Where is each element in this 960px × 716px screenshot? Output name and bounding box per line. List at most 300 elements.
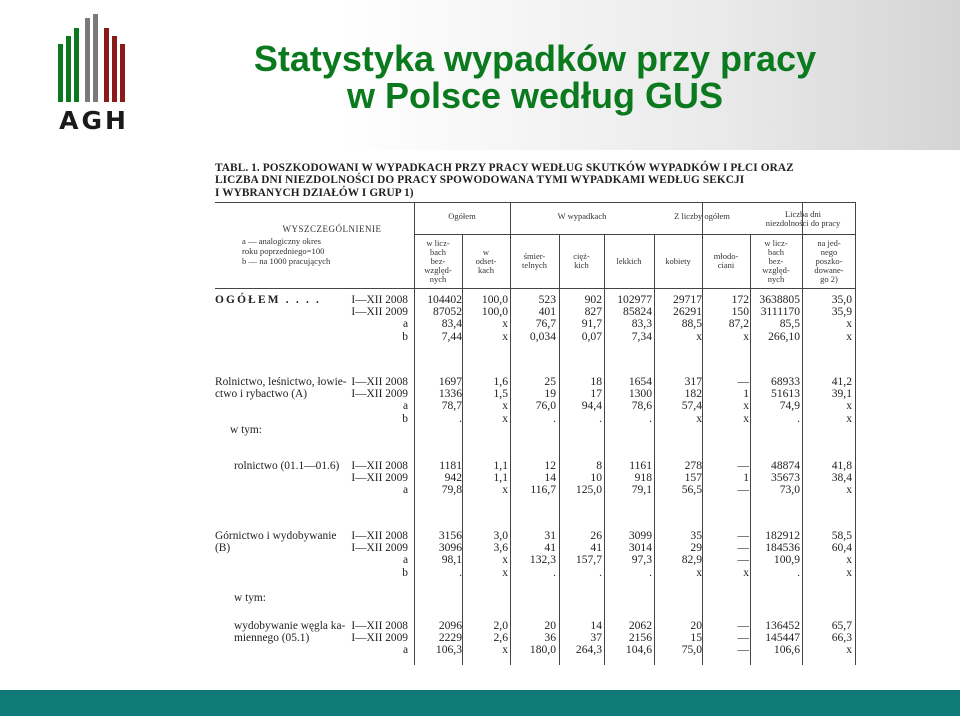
row-label-line: Górnictwo i wydobywanie — [215, 530, 337, 542]
table-cell: 68933 — [771, 375, 800, 388]
table-cell: 35673 — [771, 471, 800, 485]
table-cell: 3096 — [438, 541, 462, 555]
agh-logo-icon — [54, 14, 134, 106]
table-cell: 41 — [590, 541, 602, 555]
table-cell: x — [743, 329, 749, 343]
table-cell: 100,0 — [481, 305, 508, 319]
table-cell: 87052 — [433, 305, 462, 319]
value-column — [510, 620, 556, 657]
table-cell: x — [846, 399, 852, 413]
row-label — [234, 460, 339, 472]
table-cell: 25 — [544, 375, 556, 388]
table-cell: 10 — [590, 471, 602, 485]
period-labels — [342, 620, 408, 657]
period-label: I—XII 2009 — [351, 542, 408, 555]
table-cell: 104,6 — [625, 643, 652, 657]
column-subheader-line: bez- — [768, 255, 784, 266]
table-cell: 157 — [684, 471, 702, 485]
value-column — [462, 376, 508, 425]
table-cell: 66,3 — [831, 631, 852, 645]
value-column — [606, 620, 652, 657]
value-column — [656, 530, 702, 579]
table-cell: x — [502, 643, 508, 657]
column-subheader-line: nego — [820, 246, 838, 257]
table-cell: 35,9 — [831, 305, 852, 319]
table-cell: 82,9 — [681, 553, 702, 567]
table-cell: 1,1 — [493, 459, 508, 472]
table-cell: — — [737, 643, 749, 657]
value-column — [462, 460, 508, 497]
column-subheader-line: lekkich — [616, 255, 642, 266]
table-cell: . — [649, 565, 652, 579]
column-subheader-line: w licz- — [426, 237, 450, 248]
table-cell: 1,1 — [493, 471, 508, 485]
column-subheader-line: nych — [767, 273, 785, 284]
value-column — [416, 294, 462, 343]
table-cell: x — [743, 411, 749, 425]
table-cell: 85,5 — [779, 317, 800, 331]
value-column — [656, 376, 702, 425]
table-cell: 317 — [684, 375, 702, 388]
table-cell: 3,6 — [493, 541, 508, 555]
column-subheader-line: w licz- — [764, 237, 788, 248]
table-cell: 78,7 — [441, 399, 462, 413]
table-cell: . — [459, 565, 462, 579]
table-cell: 91,7 — [581, 317, 602, 331]
row-label — [234, 620, 345, 644]
table-cell: x — [846, 565, 852, 579]
table-cell: x — [743, 565, 749, 579]
table-cell: 116,7 — [530, 483, 556, 497]
column-subheader-line: go 2) — [820, 273, 838, 284]
table-cell: 106,3 — [435, 643, 462, 657]
table-cell: 182 — [684, 387, 702, 401]
table-cell: . — [797, 411, 800, 425]
table-cell: x — [502, 399, 508, 413]
value-column — [462, 620, 508, 657]
column-subheader-line: poszko- — [815, 255, 843, 266]
table-cell: 1,5 — [493, 387, 508, 401]
column-subheader-line: bach — [429, 246, 447, 257]
table-cell: 401 — [538, 305, 556, 319]
table-caption — [215, 162, 855, 199]
table-cell: 182912 — [765, 529, 800, 542]
table-cell: — — [737, 631, 749, 645]
table-cell: 2156 — [628, 631, 652, 645]
value-column — [754, 620, 800, 657]
value-column — [703, 620, 749, 657]
column-subheader — [559, 252, 604, 270]
column-subheader-line: telnych — [521, 260, 548, 270]
row-label-line: OGÓŁEM . . . . — [215, 294, 322, 306]
period-labels — [342, 530, 408, 579]
table-cell: 48874 — [771, 459, 800, 472]
row-label — [215, 294, 321, 306]
table-cell: . — [599, 411, 602, 425]
legend-line: a — analogiczny okres — [242, 236, 321, 246]
period-labels — [342, 376, 408, 425]
table-cell: x — [696, 565, 702, 579]
header-liczba-dni-line: niezdolności do pracy — [765, 218, 841, 228]
table-cell: 1 — [743, 387, 749, 401]
table-cell: 184536 — [765, 541, 800, 555]
value-column — [416, 620, 462, 657]
table-cell: 26291 — [673, 305, 702, 319]
value-column — [754, 530, 800, 579]
column-subheader-line: bach — [767, 246, 785, 257]
table-cell: 78,6 — [631, 399, 652, 413]
table-cell: . — [649, 411, 652, 425]
column-subheader-line: na jed- — [817, 237, 841, 248]
table-cell: x — [846, 483, 852, 497]
period-label: I—XII 2008 — [351, 376, 408, 388]
table-legend — [242, 224, 422, 266]
value-column — [556, 376, 602, 425]
table-cell: 98,1 — [441, 553, 462, 567]
value-column — [656, 620, 702, 657]
table-cell: 942 — [444, 471, 462, 485]
column-divider — [750, 234, 751, 665]
value-column — [806, 460, 852, 497]
table-cell: 58,5 — [831, 529, 852, 542]
table-cell: 902 — [584, 293, 602, 306]
period-label: a — [402, 400, 408, 413]
row-label-line: w tym: — [234, 592, 266, 604]
value-column — [754, 294, 800, 343]
column-subheader-line: młodo- — [713, 251, 739, 261]
column-subheader-line: kobiety — [665, 255, 691, 266]
column-subheader — [510, 252, 559, 270]
table-cell: 3156 — [438, 529, 462, 542]
table-cell: 3638805 — [759, 293, 800, 306]
table-cell: 31 — [544, 529, 556, 542]
column-subheader — [750, 239, 802, 284]
table-cell: 3014 — [628, 541, 652, 555]
table-cell: 2096 — [438, 619, 462, 632]
value-column — [510, 530, 556, 579]
row-label — [215, 530, 336, 554]
column-subheader-line: względ- — [424, 264, 452, 275]
table-cell: 1181 — [439, 459, 462, 472]
table-cell: 15 — [690, 631, 702, 645]
table-cell: . — [553, 565, 556, 579]
statistics-table — [212, 160, 856, 668]
table-cell: 266,10 — [768, 329, 800, 343]
table-cell: 3,0 — [493, 529, 508, 542]
table-cell: 1336 — [438, 387, 462, 401]
value-column — [703, 530, 749, 579]
table-cell: 827 — [584, 305, 602, 319]
table-cell: 76,7 — [535, 317, 556, 331]
column-subheader — [802, 239, 856, 284]
header-bottom-rule — [215, 288, 856, 289]
table-cell: 102977 — [617, 293, 652, 306]
row-label-line: rolnictwo (01.1—01.6) — [234, 460, 340, 472]
table-cell: 125,0 — [575, 483, 602, 497]
table-caption-line: TABL. 1. POSZKODOWANI W WYPADKACH PRZY PRACY WEDŁUG SKUTKÓW WYPADKÓW I PŁCI ORAZ — [215, 162, 794, 174]
value-column — [416, 376, 462, 425]
header-ogolem: Ogółem — [448, 211, 476, 221]
table-cell: 100,9 — [773, 553, 800, 567]
table-cell: 20 — [544, 619, 556, 632]
legend-title: WYSZCZEGÓLNIENIE — [282, 224, 382, 234]
table-cell: x — [502, 565, 508, 579]
table-cell: 106,6 — [773, 643, 800, 657]
table-cell: x — [696, 411, 702, 425]
table-cell: 41 — [544, 541, 556, 555]
table-cell: x — [846, 643, 852, 657]
table-cell: 29717 — [673, 293, 702, 306]
slide-title — [210, 40, 860, 114]
period-label: I—XII 2009 — [351, 472, 408, 485]
value-column — [806, 620, 852, 657]
table-cell: 35 — [690, 529, 702, 542]
column-subheader-line: w — [482, 246, 490, 257]
column-subheader — [462, 248, 510, 275]
table-cell: 41,2 — [831, 375, 852, 388]
table-cell: 278 — [684, 459, 702, 472]
column-divider — [510, 202, 511, 665]
table-cell: 3111170 — [760, 305, 800, 319]
table-cell: 57,4 — [681, 399, 702, 413]
table-cell: 74,9 — [779, 399, 800, 413]
value-column — [556, 460, 602, 497]
period-label: I—XII 2009 — [351, 632, 408, 645]
table-cell: 1161 — [629, 459, 652, 472]
value-column — [754, 376, 800, 425]
value-column — [806, 294, 852, 343]
value-column — [556, 620, 602, 657]
table-cell: 41,8 — [831, 459, 852, 472]
row-label — [234, 592, 266, 604]
table-cell: 17 — [590, 387, 602, 401]
table-cell: 94,4 — [581, 399, 602, 413]
period-label: b — [402, 566, 408, 579]
table-cell: 150 — [731, 305, 749, 319]
period-label: I—XII 2008 — [351, 530, 408, 542]
table-cell: 7,34 — [631, 329, 652, 343]
table-cell: — — [737, 459, 749, 472]
table-cell: . — [459, 411, 462, 425]
table-cell: x — [846, 329, 852, 343]
table-cell: . — [797, 565, 800, 579]
value-column — [462, 294, 508, 343]
table-cell: 39,1 — [831, 387, 852, 401]
table-cell: 1654 — [628, 375, 652, 388]
table-cell: 136452 — [765, 619, 800, 632]
row-label — [230, 424, 262, 436]
value-column — [656, 460, 702, 497]
row-label-line: Rolnictwo, leśnictwo, łowie- — [215, 376, 347, 388]
table-cell: 18 — [590, 375, 602, 388]
period-label: a — [402, 644, 408, 657]
header-top-rule — [215, 202, 856, 203]
row-label-line: miennego (05.1) — [234, 632, 310, 645]
legend-line: b — na 1000 pracujących — [242, 256, 331, 266]
value-column — [510, 460, 556, 497]
table-cell: 2,6 — [493, 631, 508, 645]
column-subheader-line: śmier- — [523, 251, 546, 261]
table-cell: x — [502, 329, 508, 343]
period-label: I—XII 2009 — [351, 306, 408, 319]
table-cell: 37 — [590, 631, 602, 645]
value-column — [703, 460, 749, 497]
table-cell: 104402 — [427, 293, 462, 306]
table-cell: 1 — [743, 471, 749, 485]
table-cell: 100,0 — [481, 293, 508, 306]
value-column — [606, 460, 652, 497]
table-cell: 2062 — [628, 619, 652, 632]
period-label: I—XII 2009 — [351, 388, 408, 401]
slide-title-line2: w Polsce według GUS — [346, 75, 724, 116]
value-column — [754, 460, 800, 497]
column-subheader — [604, 257, 654, 266]
table-cell: 7,44 — [441, 329, 462, 343]
value-column — [416, 460, 462, 497]
table-cell: 918 — [634, 471, 652, 485]
table-cell: 38,4 — [831, 471, 852, 485]
table-cell: 83,4 — [441, 317, 462, 331]
table-cell: 1,6 — [493, 375, 508, 388]
agh-logo — [54, 14, 134, 136]
table-cell: — — [737, 619, 749, 632]
table-cell: 73,0 — [779, 483, 800, 497]
table-cell: 88,5 — [681, 317, 702, 331]
period-label: I—XII 2008 — [351, 620, 408, 632]
column-subheader — [702, 252, 750, 270]
column-subheader-line: odset- — [475, 255, 497, 266]
column-subheader-line: nych — [429, 273, 447, 284]
column-subheader-line: cięż- — [573, 251, 590, 261]
table-cell: 180,0 — [529, 643, 556, 657]
table-cell: 3099 — [628, 529, 652, 542]
period-label: b — [402, 330, 408, 343]
table-cell: 19 — [544, 387, 556, 401]
row-label-line: ctwo i rybactwo (A) — [215, 388, 308, 401]
header-liczba-dni-line: Liczba dni — [784, 209, 822, 219]
table-cell: 56,5 — [681, 483, 702, 497]
table-cell: 1697 — [438, 375, 462, 388]
table-cell: x — [502, 553, 508, 567]
table-cell: 75,0 — [681, 643, 702, 657]
table-cell: . — [599, 565, 602, 579]
table-cell: 132,3 — [529, 553, 556, 567]
value-column — [416, 530, 462, 579]
table-cell: 97,3 — [631, 553, 652, 567]
header-z-liczby: Z liczby ogółem — [674, 211, 730, 221]
table-cell: 29 — [690, 541, 702, 555]
column-subheader-line: kach — [477, 264, 495, 275]
table-cell: 157,7 — [575, 553, 602, 567]
table-cell: x — [696, 329, 702, 343]
column-subheader — [414, 239, 462, 284]
column-subheader-line: bez- — [430, 255, 446, 266]
table-cell: 26 — [590, 529, 602, 542]
column-divider — [654, 234, 655, 665]
agh-logo-text: AGH — [59, 106, 129, 135]
slide-header — [0, 0, 960, 150]
row-label-line: (B) — [215, 542, 231, 555]
column-divider — [604, 234, 605, 665]
period-labels — [342, 294, 408, 343]
table-cell: — — [737, 553, 749, 567]
header-liczba-dni — [750, 210, 856, 228]
row-label-line: w tym: — [230, 424, 262, 436]
table-cell: 523 — [538, 293, 556, 306]
table-cell: x — [502, 483, 508, 497]
value-column — [606, 376, 652, 425]
table-cell: x — [502, 411, 508, 425]
column-subheader-line: kich — [574, 260, 589, 270]
table-cell: 79,8 — [441, 483, 462, 497]
value-column — [462, 530, 508, 579]
table-cell: 51613 — [771, 387, 800, 401]
table-cell: 79,1 — [631, 483, 652, 497]
table-cell: x — [502, 317, 508, 331]
table-cell: 14 — [544, 471, 556, 485]
period-labels — [342, 460, 408, 497]
table-cell: 36 — [544, 631, 556, 645]
column-subheader — [654, 257, 702, 266]
period-label: a — [402, 484, 408, 497]
value-column — [556, 294, 602, 343]
slide-title-line1: Statystyka wypadków przy pracy — [253, 38, 817, 79]
table-cell: . — [553, 411, 556, 425]
table-cell: — — [737, 483, 749, 497]
value-column — [556, 530, 602, 579]
column-subheader-line: ciani — [717, 260, 735, 270]
table-cell: x — [846, 411, 852, 425]
column-subheader-line: względ- — [762, 264, 790, 275]
table-caption-line: LICZBA DNI NIEZDOLNOŚCI DO PRACY SPOWODOWANA TYMI WYPADKAMI WEDŁUG SEKCJI — [215, 174, 745, 187]
table-cell: 76,0 — [535, 399, 556, 413]
table-cell: 0,07 — [581, 329, 602, 343]
value-column — [606, 294, 652, 343]
table-cell: 2,0 — [493, 619, 508, 632]
table-cell: 0,034 — [529, 329, 556, 343]
period-label: I—XII 2008 — [351, 460, 408, 472]
table-cell: 264,3 — [575, 643, 602, 657]
table-cell: x — [846, 317, 852, 331]
table-cell: 60,4 — [831, 541, 852, 555]
table-cell: 35,0 — [831, 293, 852, 306]
table-cell: 65,7 — [831, 619, 852, 632]
value-column — [656, 294, 702, 343]
table-cell: 145447 — [765, 631, 800, 645]
row-label-line: wydobywanie węgla ka- — [234, 620, 346, 632]
group-header-rule — [414, 234, 856, 235]
table-cell: 85824 — [623, 305, 652, 319]
column-divider — [702, 202, 703, 665]
value-column — [510, 294, 556, 343]
value-column — [703, 294, 749, 343]
table-cell: 1300 — [628, 387, 652, 401]
table-cell: — — [737, 541, 749, 555]
header-w-wypadkach: W wypadkach — [557, 211, 607, 221]
table-cell: 20 — [690, 619, 702, 632]
table-cell: x — [846, 553, 852, 567]
row-label — [215, 376, 347, 400]
table-cell: 14 — [590, 619, 602, 632]
legend-line: roku poprzedniego=100 — [242, 246, 325, 256]
table-cell: 2229 — [438, 631, 462, 645]
table-cell: 12 — [544, 459, 556, 472]
table-cell: — — [737, 375, 749, 388]
value-column — [806, 376, 852, 425]
period-label: a — [402, 554, 408, 567]
table-cell: — — [737, 529, 749, 542]
table-cell: x — [743, 399, 749, 413]
